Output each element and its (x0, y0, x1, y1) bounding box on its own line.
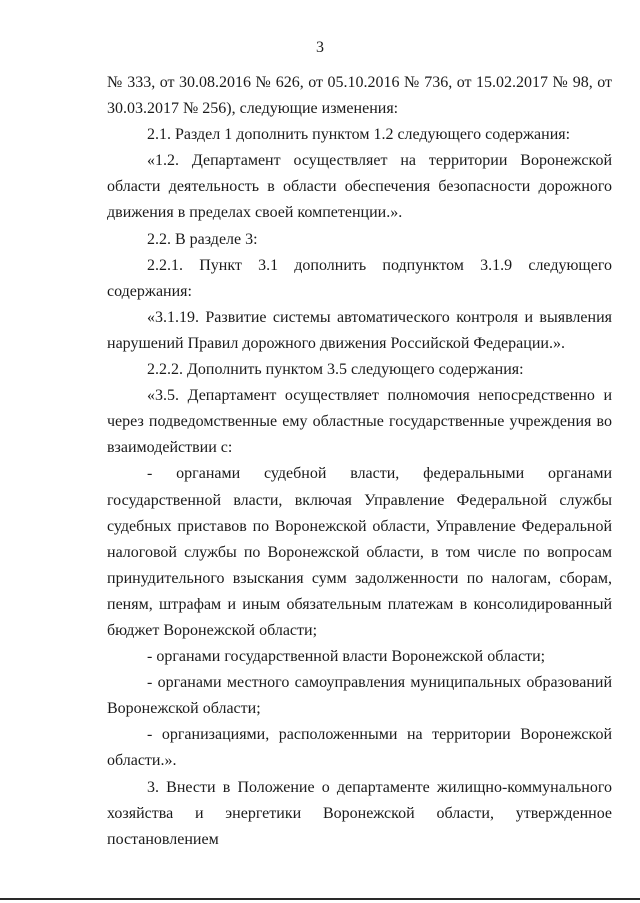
paragraph-continuation: № 333, от 30.08.2016 № 626, от 05.10.2016 № 736, от 15.02.2017 № 98, от 30.03.2017 № 256), следующие изменения: (107, 74, 612, 118)
paragraph-2-2: 2.2. В разделе 3: (147, 230, 258, 248)
paragraph-3: 3. Внести в Положение о департаменте жилищно-коммунального хозяйства и энергетики Воронежской области, утвержденное постановлением (107, 778, 612, 848)
paragraph-2-1: 2.1. Раздел 1 дополнить пунктом 1.2 следующего содержания: (147, 126, 571, 144)
page-number: 3 (316, 39, 324, 56)
list-item-local-self-government: - органами местного самоуправления муниципальных образований Воронежской области; (107, 674, 612, 718)
paragraph-3-1-19-quote: «3.1.19. Развитие системы автоматического контроля и выявления нарушений Правил дорожного движения Российской Федерации.». (107, 308, 612, 352)
paragraph-1-2-quote: «1.2. Департамент осуществляет на территории Воронежской области деятельность в области обеспечения безопасности дорожного движения в пределах своей компетенции.». (107, 152, 612, 222)
list-item-judicial-federal: - органами судебной власти, федеральными органами государственной власти, включая Управление Федеральной службы судебных приставов по Воронежской области, Управление Федеральной налоговой службы по Воронежской области, в том числе по вопросам принудительного взыскания сумм задолженности по налогам, сборам, пеням, штрафам и иным обязательным платежам в консолидированный бюджет Воронежской области; (107, 465, 612, 639)
paragraph-3-5-quote: «3.5. Департамент осуществляет полномочия непосредственно и через подведомственные ему областные государственные учреждения во взаимодействии с: (107, 387, 612, 457)
list-item-regional-authorities: - органами государственной власти Воронежской области; (147, 648, 546, 666)
paragraph-2-2-1: 2.2.1. Пункт 3.1 дополнить подпунктом 3.1.9 следующего содержания: (107, 256, 612, 300)
document-body (107, 70, 612, 853)
paragraph-2-2-2: 2.2.2. Дополнить пунктом 3.5 следующего содержания: (147, 361, 524, 379)
list-item-organizations: - организациями, расположенными на территории Воронежской области.». (107, 726, 612, 770)
page-bottom-edge (0, 898, 640, 900)
